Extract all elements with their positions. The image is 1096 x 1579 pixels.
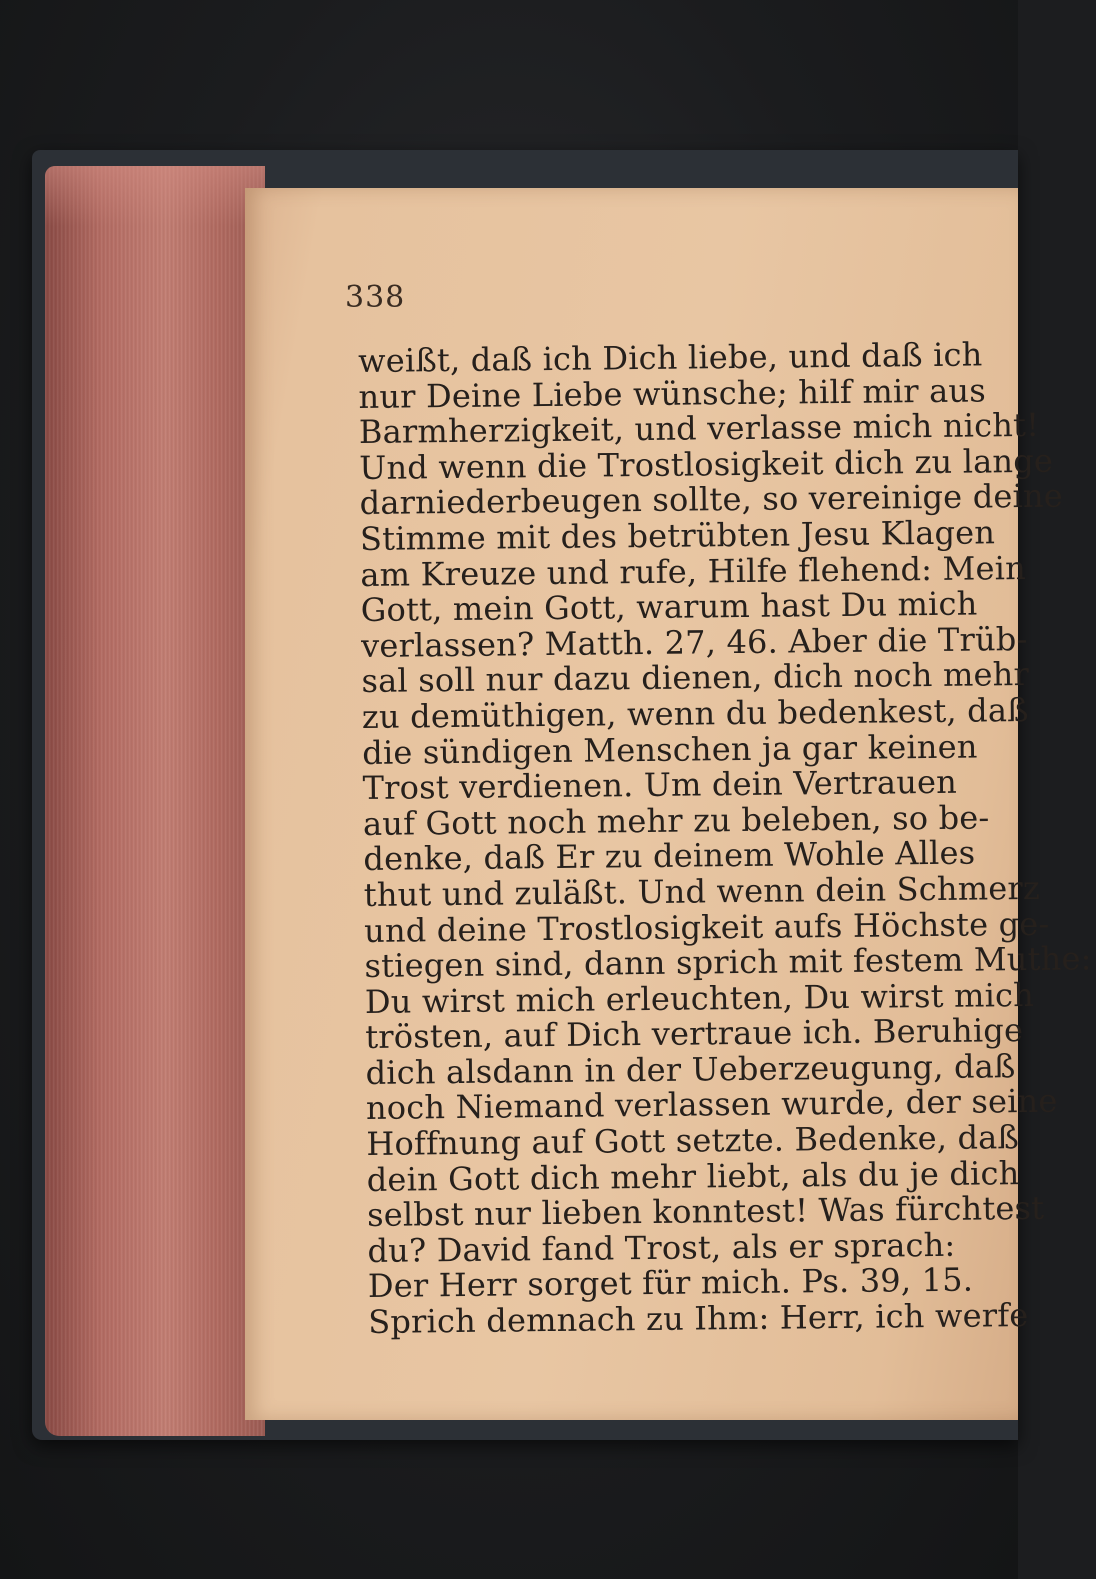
text-line: auf Gott noch mehr zu beleben, so be- (362, 798, 990, 843)
page-text (357, 335, 1092, 1404)
text-line: weißt, daß ich Dich liebe, und daß ich (357, 335, 983, 380)
text-line: Gott, mein Gott, warum hast Du mich (360, 584, 978, 630)
text-line: nur Deine Liebe wünsche; hilf mir aus (358, 371, 987, 416)
text-line: du? David fand Trost, als er sprach: (367, 1225, 956, 1270)
text-line: stiegen sind, dann sprich mit festem Muthe: (364, 939, 1092, 986)
text-line: darniederbeugen sollte, so vereinige deine (359, 477, 1064, 523)
text-line: thut und zuläßt. Und wenn dein Schmerz (363, 868, 1041, 914)
text-line: dich alsdann in der Ueberzeugung, daß (365, 1047, 1016, 1092)
text-line: dein Gott dich mehr liebt, als du je dich (366, 1153, 1020, 1199)
text-line: trösten, auf Dich vertraue ich. Beruhige (365, 1011, 1024, 1057)
text-line: Sprich demnach zu Ihm: Herr, ich werfe (368, 1296, 1029, 1341)
text-line: Trost verdienen. Um dein Vertrauen (362, 762, 958, 808)
page-number: 338 (345, 280, 406, 315)
text-line: Stimme mit des betrübten Jesu Klagen (359, 513, 996, 558)
text-line: selbst nur lieben konntest! Was fürchtest (366, 1189, 1045, 1235)
text-line: sal soll nur dazu dienen, dich noch mehr (361, 655, 1030, 701)
text-line: die sündigen Menschen ja gar keinen (362, 727, 978, 772)
text-line: Hoffnung auf Gott setzte. Bedenke, daß (366, 1118, 1020, 1164)
text-line: am Kreuze und rufe, Hilfe flehend: Mein (360, 548, 1027, 594)
book-page (245, 188, 1092, 1420)
text-line: Barmherzigkeit, und verlasse mich nicht! (358, 406, 1040, 452)
text-line: Der Herr sorget für mich. Ps. 39, 15. (367, 1261, 974, 1306)
text-line: Und wenn die Trostlosigkeit dich zu lange (359, 441, 1054, 487)
text-line: verlassen? Matth. 27, 46. Aber die Trüb- (360, 619, 1028, 665)
text-line: und deine Trostlosigkeit aufs Höchste ge- (363, 904, 1050, 950)
page-edges (45, 166, 265, 1436)
text-line: zu demüthigen, wenn du bedenkest, daß (361, 690, 1029, 736)
text-line: denke, daß Er zu deinem Wohle Alles (363, 833, 976, 879)
text-line: noch Niemand verlassen wurde, der seine (365, 1082, 1058, 1128)
text-line: Du wirst mich erleuchten, Du wirst mich (364, 975, 1035, 1021)
